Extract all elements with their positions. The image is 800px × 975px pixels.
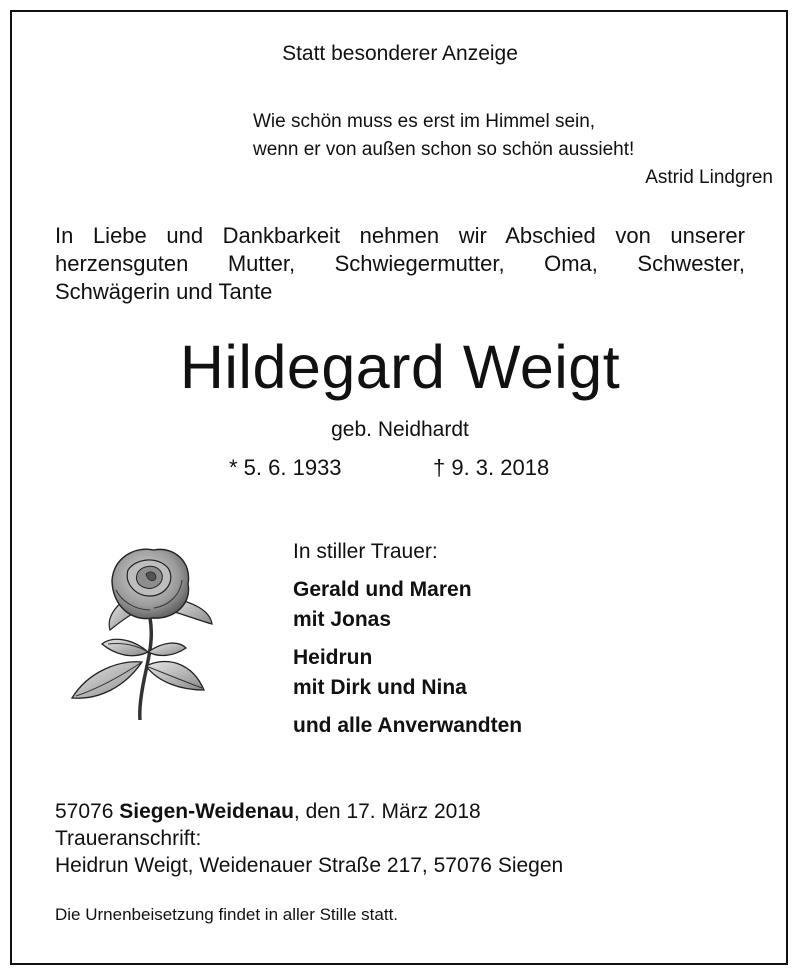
footer-block <box>55 798 563 879</box>
mourners-block <box>293 537 522 741</box>
mourner-group-1-line-2: mit Jonas <box>293 608 392 631</box>
postcode: 57076 <box>55 800 114 823</box>
quote-author: Astrid Lindgren <box>645 167 773 188</box>
intro-line-3: Schwägerin und Tante <box>55 279 273 304</box>
notice-header: Statt besonderer Anzeige <box>282 42 518 65</box>
birth-date: * 5. 6. 1933 <box>229 455 342 480</box>
burial-note: Die Urnenbeisetzung findet in aller Stille statt. <box>55 905 399 924</box>
mourner-group-1-line-1: Gerald und Maren <box>293 578 472 601</box>
address: Heidrun Weigt, Weidenauer Straße 217, 57076 Siegen <box>55 854 564 877</box>
rose-icon <box>62 540 222 725</box>
place-name: Siegen-Weidenau <box>119 800 294 823</box>
address-label: Traueranschrift: <box>55 827 202 850</box>
maiden-name: geb. Neidhardt <box>331 418 469 441</box>
quote-line-2: wenn er von außen schon so schön aussieht! <box>253 139 635 160</box>
mourner-group-2-line-2: mit Dirk und Nina <box>293 676 467 699</box>
death-date: † 9. 3. 2018 <box>433 455 550 480</box>
place-date-line <box>55 798 563 825</box>
intro-line-2: herzensguten Mutter, Schwiegermutter, Oma, Schwester, <box>55 251 745 276</box>
quote-line-1: Wie schön muss es erst im Himmel sein, <box>253 111 596 132</box>
deceased-name: Hildegard Weigt <box>179 333 621 401</box>
intro-text <box>55 222 745 306</box>
mourner-group-2-line-1: Heidrun <box>293 646 373 669</box>
mourners-intro: In stiller Trauer: <box>293 540 438 563</box>
quote-block <box>253 108 773 192</box>
intro-line-1: In Liebe und Dankbarkeit nehmen wir Abschied von unserer <box>55 223 745 248</box>
mourner-group-3: und alle Anverwandten <box>293 714 523 737</box>
notice-date: , den 17. März 2018 <box>293 800 481 823</box>
